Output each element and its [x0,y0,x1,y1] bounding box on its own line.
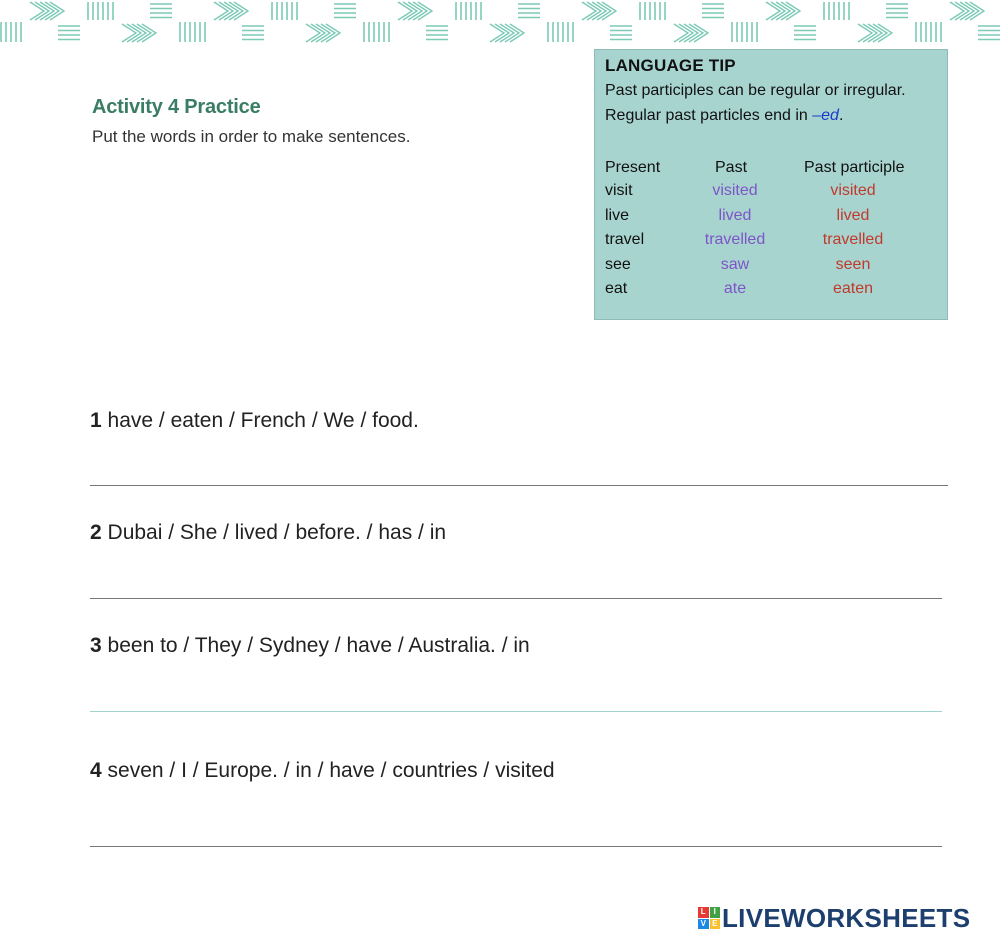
tip-header-present: Present [605,159,661,176]
question-text: Dubai / She / lived / before. / has / in [107,521,447,544]
tip-header-past: Past [715,159,748,176]
question-number: 2 [90,521,102,544]
question-number: 1 [90,409,102,432]
question-4 [90,759,555,783]
tip-present-1: visit [605,182,633,199]
question-text: have / eaten / French / We / food. [107,409,419,432]
tip-participle-1: visited [830,182,876,199]
tip-present-3: travel [605,231,645,248]
tip-participle-3: travelled [822,231,884,248]
tip-participle-5: eaten [832,280,874,297]
language-tip-box [594,49,948,320]
question-1 [90,409,419,433]
tip-present-5: eat [605,280,628,297]
activity-instruction: Put the words in order to make sentences. [92,127,411,146]
logo-mark-letter: E [710,919,721,930]
tip-past-4: saw [720,255,750,273]
tip-participle-2: lived [836,206,870,224]
answer-line-4[interactable] [90,846,942,847]
liveworksheets-logo[interactable] [698,902,970,934]
logo-mark-letter: I [710,907,721,918]
logo-mark-letter: V [698,919,709,930]
tip-past-2: lived [718,206,752,224]
tip-line-1: Past participles can be regular or irregular. [605,82,906,99]
question-number: 3 [90,634,102,657]
tip-participle-4: seen [835,255,871,273]
tip-present-2: live [605,206,630,224]
tip-ed-ending: –ed [812,107,839,124]
logo-mark-icon [698,907,720,929]
answer-line-3[interactable] [90,711,942,712]
tip-line-2-end: . [838,107,844,124]
tip-header-participle: Past participle [804,159,905,176]
question-number: 4 [90,759,102,782]
question-text: been to / They / Sydney / have / Australia. / in [107,634,530,657]
tip-line-2-prefix: Regular past particles end in [605,107,813,124]
answer-line-1[interactable] [90,485,948,486]
tip-past-3: travelled [704,231,766,248]
logo-mark-letter: L [698,907,709,918]
tip-past-5: ate [723,280,747,297]
question-text: seven / I / Europe. / in / have / countries / visited [107,759,555,782]
question-2 [90,521,446,545]
logo-text: LIVEWORKSHEETS [722,902,971,933]
answer-line-2[interactable] [90,598,942,599]
tip-line-2 [605,107,843,125]
language-tip-title: LANGUAGE TIP [605,56,736,75]
tip-present-4: see [605,255,631,273]
decorative-banner [0,0,1000,44]
tip-past-1: visited [712,182,758,199]
question-3 [90,634,530,658]
activity-title: Activity 4 Practice [92,96,261,118]
